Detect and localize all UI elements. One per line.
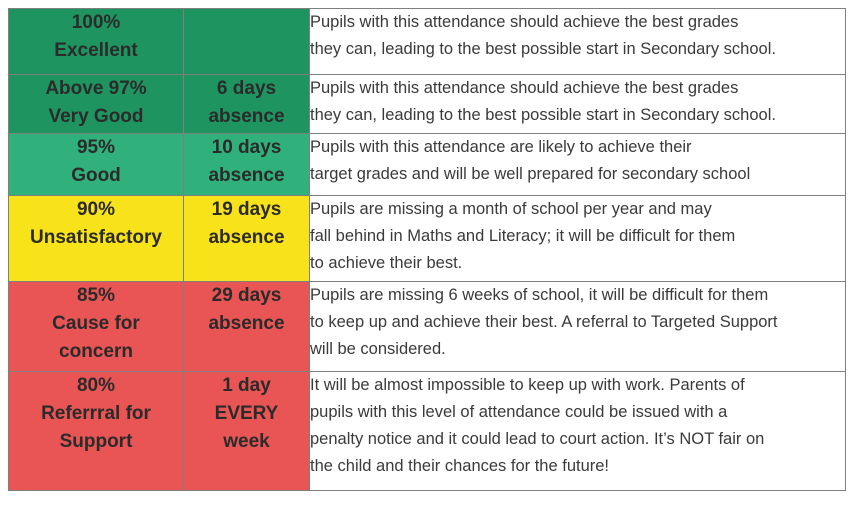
attendance-description-cell — [310, 75, 846, 134]
attendance-level-line: Cause for — [52, 313, 140, 334]
attendance-description-line: the child and their chances for the future! — [310, 457, 610, 475]
absence-days-cell — [184, 282, 310, 372]
absence-days-cell — [184, 372, 310, 491]
absence-days-line: week — [223, 431, 270, 452]
absence-days-line: 1 day — [222, 375, 271, 396]
attendance-description-line: Pupils with this attendance are likely to achieve their — [310, 138, 692, 156]
absence-days-cell — [184, 75, 310, 134]
attendance-level-cell — [9, 282, 184, 372]
attendance-description-cell — [310, 196, 846, 282]
attendance-row — [9, 282, 846, 372]
absence-days-line: EVERY — [214, 403, 279, 424]
attendance-level-line: Referrral for — [41, 403, 151, 424]
attendance-description-line: penalty notice and it could lead to court action. It’s NOT fair on — [310, 430, 765, 448]
attendance-description-line: Pupils with this attendance should achieve the best grades — [310, 13, 739, 31]
attendance-description-line: Pupils are missing 6 weeks of school, it will be difficult for them — [310, 286, 769, 304]
absence-days-line: 29 days — [211, 285, 282, 306]
attendance-level-line: 85% — [76, 285, 116, 306]
absence-days-line: absence — [208, 227, 285, 248]
attendance-level-cell — [9, 372, 184, 491]
attendance-description-cell — [310, 9, 846, 75]
attendance-row — [9, 134, 846, 196]
absence-days-line: 19 days — [211, 199, 282, 220]
attendance-level-line: concern — [59, 341, 133, 362]
absence-days-cell — [184, 196, 310, 282]
attendance-level-line: 95% — [76, 137, 116, 158]
attendance-row — [9, 372, 846, 491]
attendance-description-line: target grades and will be well prepared for secondary school — [310, 165, 751, 183]
attendance-description-line: Pupils are missing a month of school per year and may — [310, 200, 712, 218]
absence-days-line: 6 days — [216, 78, 277, 99]
attendance-level-line: 100% — [71, 12, 121, 33]
attendance-description-cell — [310, 282, 846, 372]
attendance-level-line: 80% — [76, 375, 116, 396]
attendance-level-cell — [9, 9, 184, 75]
absence-days-line: 10 days — [211, 137, 282, 158]
attendance-table-body — [9, 9, 846, 491]
absence-days-cell — [184, 9, 310, 75]
attendance-level-cell — [9, 134, 184, 196]
attendance-description-cell — [310, 134, 846, 196]
absence-days-line: absence — [208, 106, 285, 127]
attendance-description-line: fall behind in Maths and Literacy; it will be difficult for them — [310, 227, 736, 245]
attendance-description-line: they can, leading to the best possible start in Secondary school. — [310, 40, 776, 58]
attendance-level-cell — [9, 75, 184, 134]
absence-days-line: absence — [208, 313, 285, 334]
attendance-row — [9, 75, 846, 134]
attendance-level-line: Very Good — [48, 106, 144, 127]
attendance-description-line: Pupils with this attendance should achieve the best grades — [310, 79, 739, 97]
attendance-description-line: they can, leading to the best possible start in Secondary school. — [310, 106, 776, 124]
absence-days-line: absence — [208, 165, 285, 186]
attendance-description-line: pupils with this level of attendance could be issued with a — [310, 403, 728, 421]
attendance-level-line: 90% — [76, 199, 116, 220]
attendance-level-line: Excellent — [54, 40, 138, 61]
attendance-level-line: Unsatisfactory — [30, 227, 162, 248]
attendance-description-line: will be considered. — [310, 340, 446, 358]
attendance-row — [9, 9, 846, 75]
attendance-row — [9, 196, 846, 282]
attendance-level-line: Good — [71, 165, 121, 186]
attendance-level-cell — [9, 196, 184, 282]
attendance-description-line: It will be almost impossible to keep up with work. Parents of — [310, 376, 745, 394]
attendance-description-line: to keep up and achieve their best. A referral to Targeted Support — [310, 313, 778, 331]
attendance-level-line: Support — [59, 431, 133, 452]
absence-days-cell — [184, 134, 310, 196]
attendance-level-line: Above 97% — [45, 78, 147, 99]
attendance-table — [8, 8, 846, 491]
attendance-description-cell — [310, 372, 846, 491]
attendance-description-line: to achieve their best. — [310, 254, 463, 272]
